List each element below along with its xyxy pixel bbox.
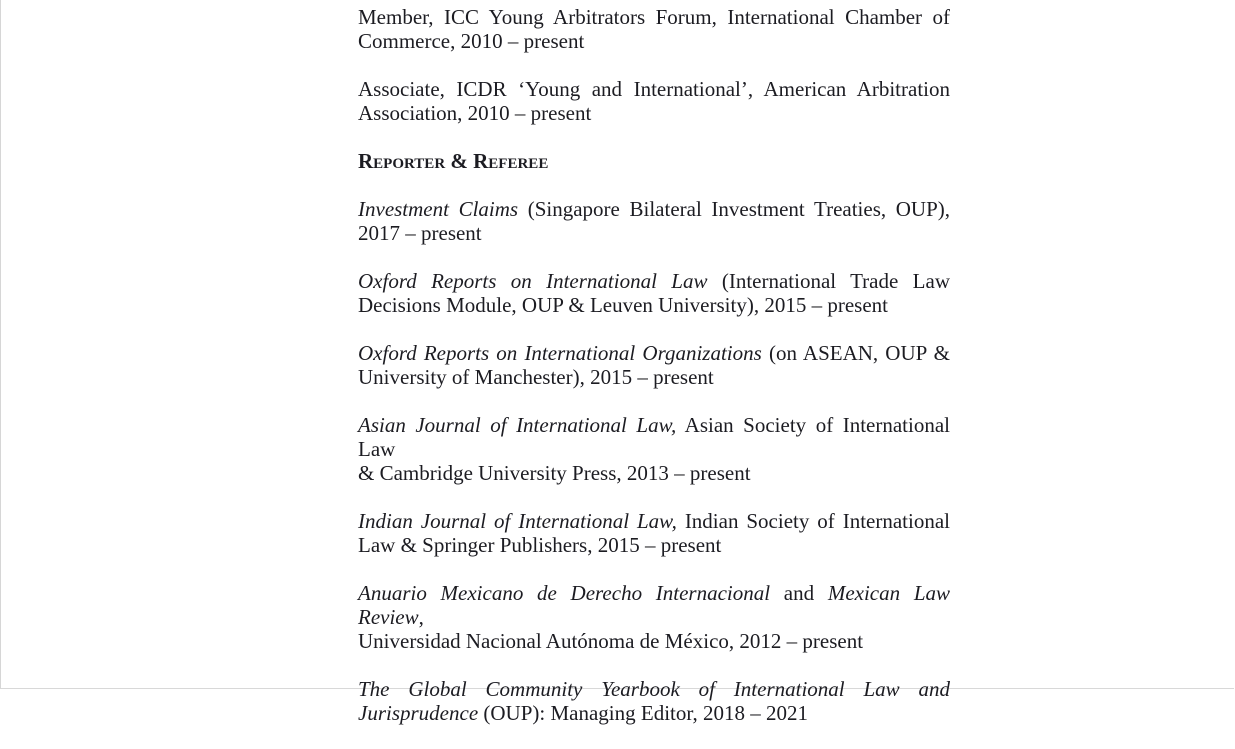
text-line bbox=[358, 269, 950, 293]
text-line bbox=[358, 365, 950, 389]
text-line bbox=[358, 701, 950, 725]
text-line bbox=[358, 77, 950, 101]
text-segment: Commerce, 2010 – present bbox=[358, 29, 585, 53]
paragraph bbox=[358, 581, 950, 653]
text-segment: & Cambridge University Press, 2013 – present bbox=[358, 461, 751, 485]
text-segment: Decisions Module, OUP & Leuven University), 2015 – present bbox=[358, 293, 888, 317]
text-line bbox=[358, 461, 950, 485]
italic-text-segment: Oxford Reports on International Law bbox=[358, 269, 708, 293]
paragraph bbox=[358, 77, 950, 125]
text-segment: , bbox=[418, 605, 424, 629]
paragraph bbox=[358, 197, 950, 245]
text-line bbox=[358, 533, 950, 557]
italic-text-segment: Jurisprudence bbox=[358, 701, 479, 725]
text-segment: Reporter & Referee bbox=[358, 149, 549, 173]
text-segment: Associate, ICDR ‘Young and International’, American Arbitration bbox=[358, 77, 950, 101]
text-line bbox=[358, 677, 950, 701]
text-segment: Law & Springer Publishers, 2015 – present bbox=[358, 533, 722, 557]
paragraph bbox=[358, 677, 950, 725]
text-line bbox=[358, 413, 950, 461]
section-heading bbox=[358, 149, 950, 173]
text-line bbox=[358, 293, 950, 317]
italic-text-segment: Asian Journal of International Law, bbox=[358, 413, 677, 437]
text-line bbox=[358, 221, 950, 245]
text-line bbox=[358, 509, 950, 533]
text-line bbox=[358, 29, 950, 53]
text-segment: (OUP): Managing Editor, 2018 – 2021 bbox=[478, 701, 809, 725]
text-segment: 2017 – present bbox=[358, 221, 482, 245]
text-segment: and bbox=[770, 581, 828, 605]
text-line bbox=[358, 629, 950, 653]
italic-text-segment: Investment Claims bbox=[358, 197, 519, 221]
italic-text-segment: Oxford Reports on International Organizations bbox=[358, 341, 762, 365]
text-segment: University of Manchester), 2015 – present bbox=[358, 365, 714, 389]
italic-text-segment: Indian Journal of International Law, bbox=[358, 509, 677, 533]
text-segment: Association, 2010 – present bbox=[358, 101, 592, 125]
italic-text-segment: Mexican Law Review bbox=[358, 581, 951, 629]
text-line bbox=[358, 149, 950, 173]
text-line bbox=[358, 197, 950, 221]
text-segment: (Singapore Bilateral Investment Treaties, OUP), bbox=[518, 197, 950, 221]
paragraph bbox=[358, 5, 950, 53]
text-line bbox=[358, 5, 950, 29]
text-segment: Indian Society of International bbox=[676, 509, 950, 533]
italic-text-segment: Anuario Mexicano de Derecho Internacional bbox=[358, 581, 771, 605]
text-line bbox=[358, 341, 950, 365]
paragraph bbox=[358, 509, 950, 557]
paragraph bbox=[358, 413, 950, 485]
text-segment: Asian Society of International Law bbox=[358, 413, 950, 461]
document-content bbox=[358, 5, 950, 749]
text-line bbox=[358, 101, 950, 125]
text-segment: Member, ICC Young Arbitrators Forum, International Chamber of bbox=[358, 5, 950, 29]
text-segment: Universidad Nacional Autónoma de México, 2012 – present bbox=[358, 629, 864, 653]
paragraph bbox=[358, 341, 950, 389]
text-segment: (International Trade Law bbox=[707, 269, 950, 293]
paragraph bbox=[358, 269, 950, 317]
text-line bbox=[358, 581, 950, 629]
italic-text-segment: The Global Community Yearbook of International Law and bbox=[358, 677, 950, 701]
text-segment: (on ASEAN, OUP & bbox=[761, 341, 950, 365]
